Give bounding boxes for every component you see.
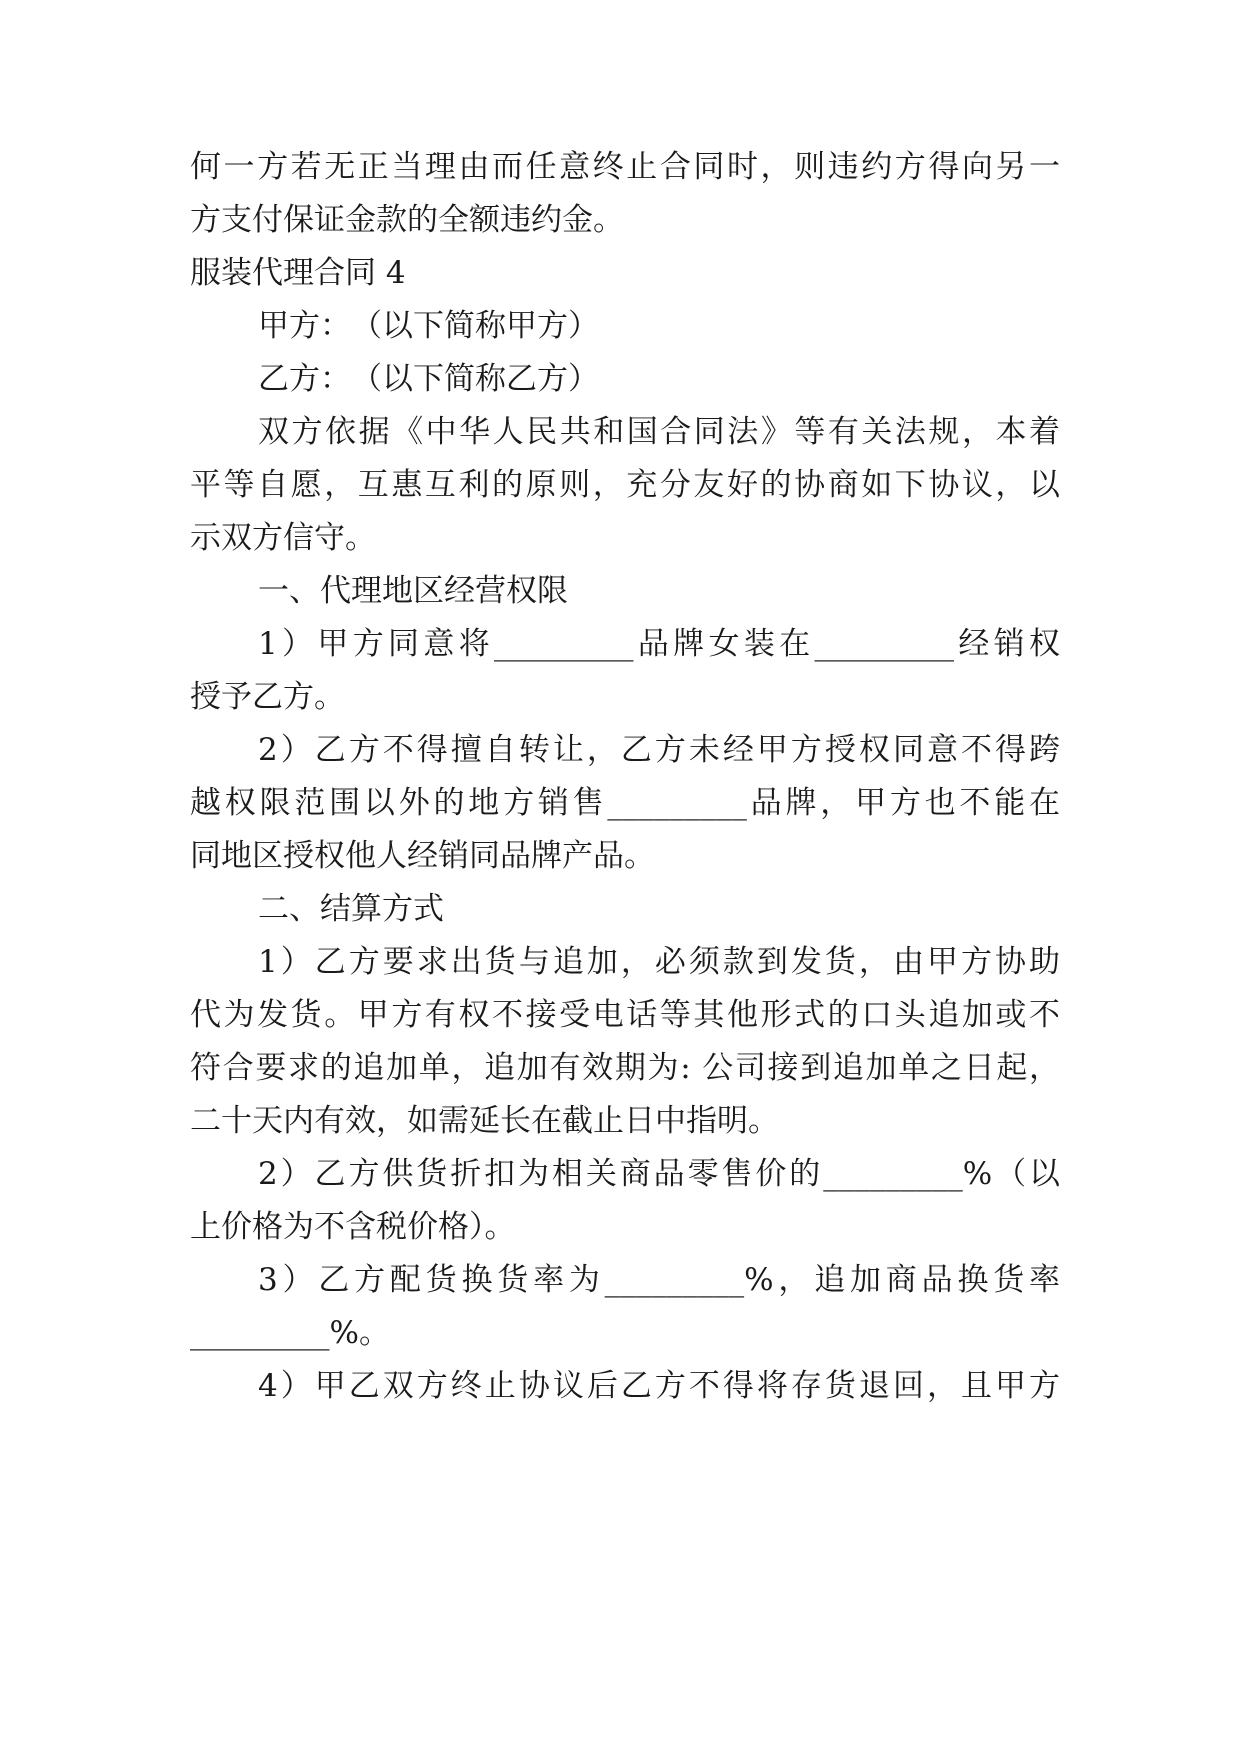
body-line: 何一方若无正当理由而任意终止合同时，则违约方得向另一 [190, 149, 1060, 185]
body-line: 同地区授权他人经销同品牌产品。 [190, 838, 655, 874]
party-a-line: 甲方： （以下简称甲方） [258, 308, 599, 344]
party-b-line: 乙方： （以下简称乙方） [258, 361, 599, 397]
body-line: 平等自愿，互惠互利的原则，充分友好的协商如下协议，以 [190, 467, 1060, 503]
body-line: 4）甲乙双方终止协议后乙方不得将存货退回，且甲方 [258, 1368, 1060, 1404]
clause-heading: 一、代理地区经营权限 [258, 573, 568, 609]
body-line: 方支付保证金款的全额违约金。 [190, 202, 624, 238]
body-line: 符合要求的追加单，追加有效期为: 公司接到追加单之日起， [190, 1050, 1060, 1086]
body-line: 1）乙方要求出货与追加，必须款到发货，由甲方协助 [258, 944, 1060, 980]
body-line: 示双方信守。 [190, 520, 376, 556]
body-line: 授予乙方。 [190, 679, 345, 715]
body-line: 1）甲方同意将_________品牌女装在_________经销权 [258, 626, 1060, 662]
body-line: 代为发货。甲方有权不接受电话等其他形式的口头追加或不 [190, 997, 1060, 1033]
section-title: 服装代理合同 4 [190, 255, 406, 291]
body-line: 2）乙方不得擅自转让，乙方未经甲方授权同意不得跨 [258, 732, 1060, 768]
clause-heading: 二、结算方式 [258, 891, 444, 927]
body-line: 二十天内有效，如需延长在截止日中指明。 [190, 1103, 779, 1139]
body-line: 双方依据《中华人民共和国合同法》等有关法规，本着 [258, 414, 1060, 450]
body-line: 3）乙方配货换货率为_________%，追加商品换货率 [258, 1262, 1060, 1298]
body-line: 越权限范围以外的地方销售_________品牌，甲方也不能在 [190, 785, 1060, 821]
body-line: 上价格为不含税价格）。 [190, 1209, 516, 1245]
body-line: 2）乙方供货折扣为相关商品零售价的_________%（以 [258, 1156, 1060, 1192]
body-line: _________%。 [190, 1315, 390, 1351]
